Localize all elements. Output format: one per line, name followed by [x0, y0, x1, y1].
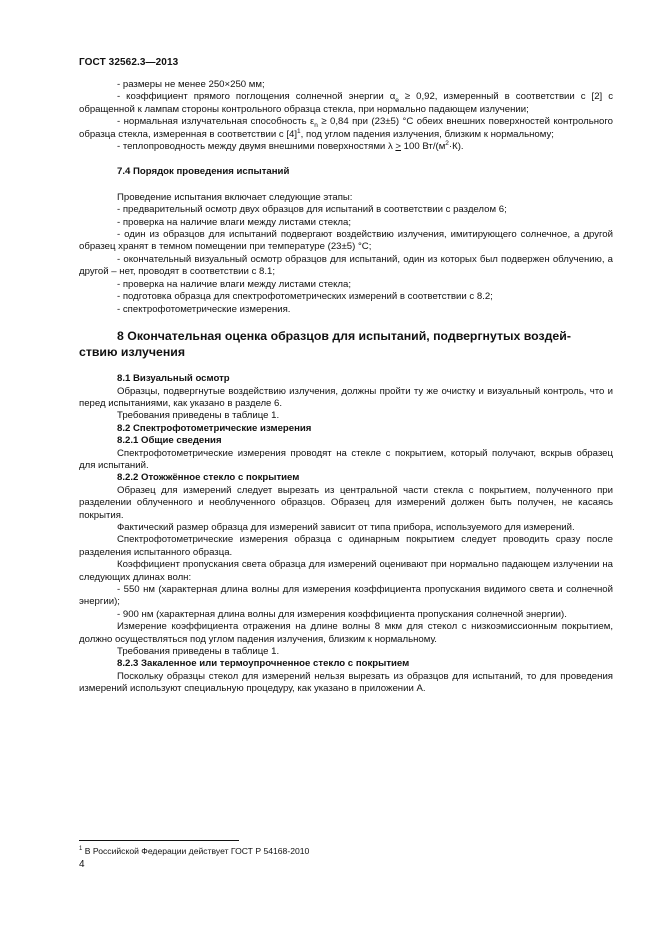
paragraph: Коэффициент пропускания света образца для измерений оценивают при нормально падающем излучении на следующих длинах волн: [79, 559, 613, 583]
list-item: - предварительный осмотр двух образцов для испытаний в соответствии с разделом 6; [117, 204, 507, 216]
page-header: ГОСТ 32562.3—2013 [79, 57, 179, 68]
paragraph: Проведение испытания включает следующие этапы: [117, 191, 353, 203]
subsection-heading: 8.2.1 Общие сведения [117, 435, 222, 447]
page-content [79, 79, 613, 696]
page-number: 4 [79, 859, 85, 870]
list-item: - проверка на наличие влаги между листами стекла; [117, 278, 351, 290]
paragraph: Фактический размер образца для измерений зависит от типа прибора, используемого для измерений. [117, 521, 575, 533]
footnote-divider [79, 840, 239, 841]
list-item: - коэффициент прямого поглощения солнечной энергии $\alpha_e \ge 0,92$, измеренный в соответствии с [2] с обращенной к лампам стороны контрольного образца стекла, при нормально падающем излучении; [79, 91, 613, 115]
section-title: 8 Окончательная оценка образцов для испытаний, подвергнутых воздей- ствию излучения [79, 328, 571, 359]
paragraph: Требования приведены в таблице 1. [117, 646, 280, 658]
list-item: - проверка на наличие влаги между листами стекла; [117, 216, 351, 228]
paragraph: Поскольку образцы стекол для измерений нельзя вырезать из образцов для испытаний, то для проведения измерений используют специальную процедуру, как указано в приложении А. [79, 670, 613, 695]
paragraph: Образец для измерений следует вырезать из центральной части стекла с покрытием, полученного при разделении облученного и необлученного образцов. Образец для измерений должен быть получен, не касаясь покрытия. [79, 484, 613, 521]
paragraph: Требования приведены в таблице 1. [117, 410, 280, 422]
subsection-heading: 8.1 Визуальный осмотр [117, 373, 230, 385]
section-heading: 7.4 Порядок проведения испытаний [117, 166, 290, 178]
paragraph: Образцы, подвергнутые воздействию излучения, должны пройти ту же очистку и визуальный контроль, что и перед испытаниями, как указано в разделе 6. [79, 385, 613, 409]
list-item: - спектрофотометрические измерения. [117, 303, 291, 315]
subsection-heading: 8.2.2 Отожжённое стекло с покрытием [117, 472, 300, 484]
paragraph: Спектрофотометрические измерения проводят на стекле с покрытием, который получают, вскрыв образец для испытаний. [79, 447, 613, 471]
paragraph: Измерение коэффициента отражения на длине волны 8 мкм для стекол с низкоэмиссионным покрытием, должно осуществляться под углом падения излучения, близким к нормальному. [79, 621, 613, 645]
subsection-heading: 8.2.3 Закаленное или термоупрочненное стекло с покрытием [117, 658, 410, 670]
list-item: - один из образцов для испытаний подвергают воздействию излучения, имитирующего солнечное, а другой образец хранят в темном помещении при температуре (23±5) °С; [79, 229, 613, 253]
list-item: - размеры не менее 250×250 мм; [117, 79, 265, 90]
subsection-heading: 8.2 Спектрофотометрические измерения [117, 422, 312, 434]
list-item: - теплопроводность между двумя внешними поверхностями λ > 100 $Вт/(м^2\cdot К)$. [117, 139, 464, 153]
paragraph: Спектрофотометрические измерения образца с одинарным покрытием следует проводить сразу после разделения испытанного образца. [79, 534, 613, 558]
list-item: - 550 нм (характерная длина волны для измерения коэффициента пропускания видимого света и солнечной энергии); [79, 584, 613, 608]
list-item: - 900 нм (характерная длина волны для измерения коэффициента пропускания солнечной энергии). [117, 608, 567, 620]
list-item: - нормальная излучательная способность $\varepsilon_n \ge 0,84$ при (23±5) °С обеих внешних поверхностей контрольного образца стекла, измеренная в соответствии с $[4]^1$, под углом падения излучения, близким к нормальному; [79, 116, 613, 140]
list-item: - подготовка образца для спектрофотометрических измерений в соответствии с 8.2; [117, 291, 493, 303]
list-item: - окончательный визуальный осмотр образцов для испытаний, один из которых был подвержен облучению, а другой – нет, проводят в соответствии с 8.1; [79, 253, 613, 278]
footnote: $^1$ В Российской Федерации действует ГОСТ Р 54168-2010 [79, 846, 310, 856]
